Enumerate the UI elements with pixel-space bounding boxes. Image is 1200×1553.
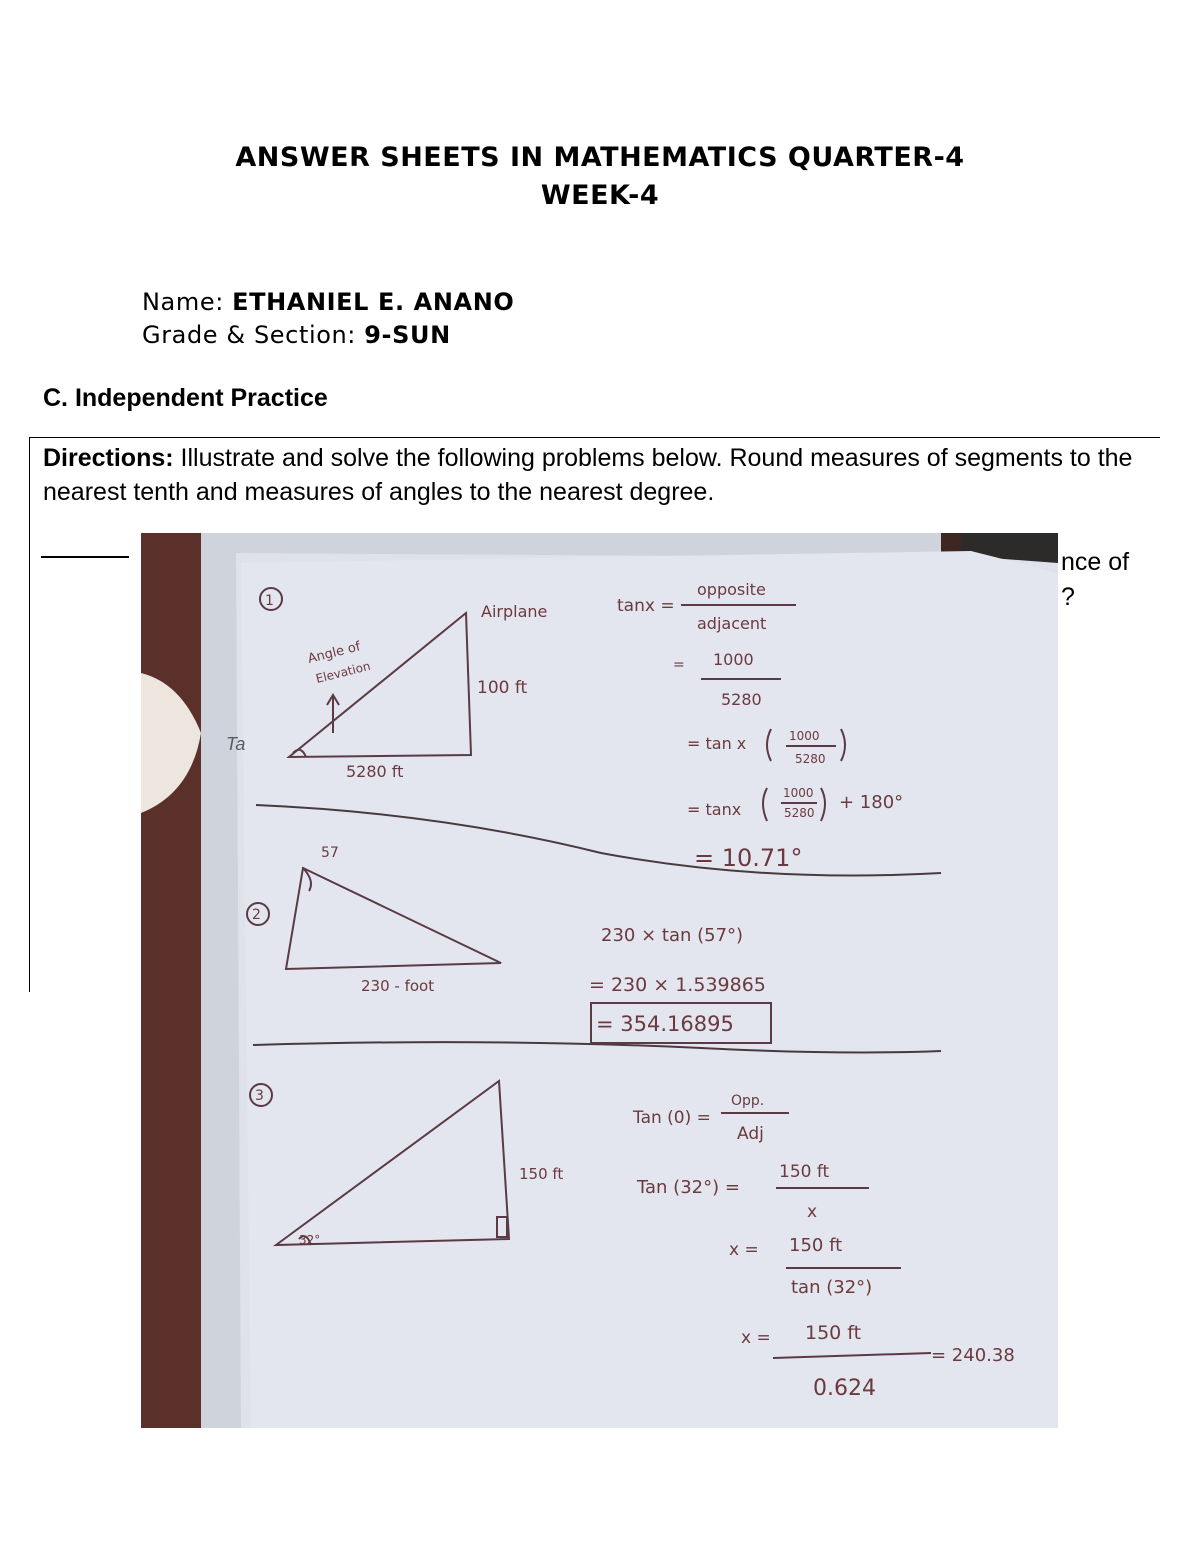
page-title-line-1: ANSWER SHEETS IN MATHEMATICS QUARTER-4 [235,142,965,173]
angle-of-elevation-label-2: Elevation [314,658,372,686]
p3-eq4-lhs: x = [741,1328,771,1348]
svg-text:=: = [673,657,685,673]
p3-eq3-lhs: x = [729,1240,759,1260]
p1-eq3-denominator: 5280 [795,752,826,766]
obscured-text-fragment-left: Ta [226,734,246,754]
section-title: C. Independent Practice [43,384,328,412]
grade-label: Grade & Section: [142,321,356,349]
airplane-label: Airplane [481,602,548,621]
p3-eq4-denominator: 0.624 [813,1376,876,1401]
p1-result: = 10.71° [694,844,803,872]
p3-eq2-numerator: 150 ft [779,1162,830,1182]
p3-result: = 240.38 [931,1345,1015,1366]
p3-eq2-denominator: x [807,1202,818,1222]
angle-of-elevation-label-1: Angle of [306,639,363,667]
grade-value: 9-SUN [364,321,451,349]
p2-line-1: 230 × tan (57°) [601,925,744,946]
p3-eq1-numerator: Opp. [731,1093,765,1109]
p3-eq1-lhs: Tan (0) = [633,1108,711,1128]
p1-eq-numerator: opposite [697,580,766,599]
p3-eq2-lhs: Tan (32°) = [637,1177,740,1198]
obscured-text-fragment-2: ? [1061,583,1075,611]
p1-eq-lhs: tanx = [617,596,675,616]
p3-eq4-numerator: 150 ft [805,1322,862,1344]
problem-3-height: 150 ft [519,1165,564,1183]
page-title-line-2: WEEK-4 [540,180,660,211]
name-label: Name: [142,288,224,316]
p1-eq2-numerator: 1000 [713,650,754,669]
problem-3-angle: 32° [299,1233,321,1247]
p1-eq4-suffix: + 180° [839,792,904,813]
p3-eq1-denominator: Adj [737,1124,764,1144]
directions-label: Directions: [43,444,174,472]
p1-eq4-denominator: 5280 [784,806,815,820]
directions-text: Illustrate and solve the following problems below. Round measures of segments to the nearest tenth and measures of angles to the nearest degree. [43,444,1133,506]
problem-3-number: 3 [255,1088,264,1104]
problem-2-base: 230 - foot [361,977,435,995]
problem-1-height: 100 ft [477,678,528,698]
student-grade-row [142,321,451,349]
student-name-row [142,288,514,316]
directions-paragraph [43,441,1158,509]
p1-eq3-numerator: 1000 [789,729,820,743]
problem-2-angle: 57 [321,845,339,861]
answer-blank-line [41,556,129,558]
p1-eq-denominator: adjacent [697,614,767,633]
p1-eq2-denominator: 5280 [721,690,762,709]
p3-eq3-numerator: 150 ft [789,1235,843,1256]
p3-eq3-denominator: tan (32°) [791,1277,873,1298]
problem-1-number: 1 [265,593,274,609]
obscured-text-fragment-1: nce of [1061,548,1130,576]
handwritten-solution-photo [141,533,1058,1428]
p2-line-2: = 230 × 1.539865 [589,974,766,996]
p2-result: = 354.16895 [596,1012,734,1036]
name-value: ETHANIEL E. ANANO [232,288,515,316]
p1-eq3-prefix: = tan x [687,734,747,753]
p1-eq4-numerator: 1000 [783,786,814,800]
problem-1-base: 5280 ft [346,762,404,781]
p1-eq4-prefix: = tanx [687,800,742,819]
problem-2-number: 2 [252,907,261,923]
